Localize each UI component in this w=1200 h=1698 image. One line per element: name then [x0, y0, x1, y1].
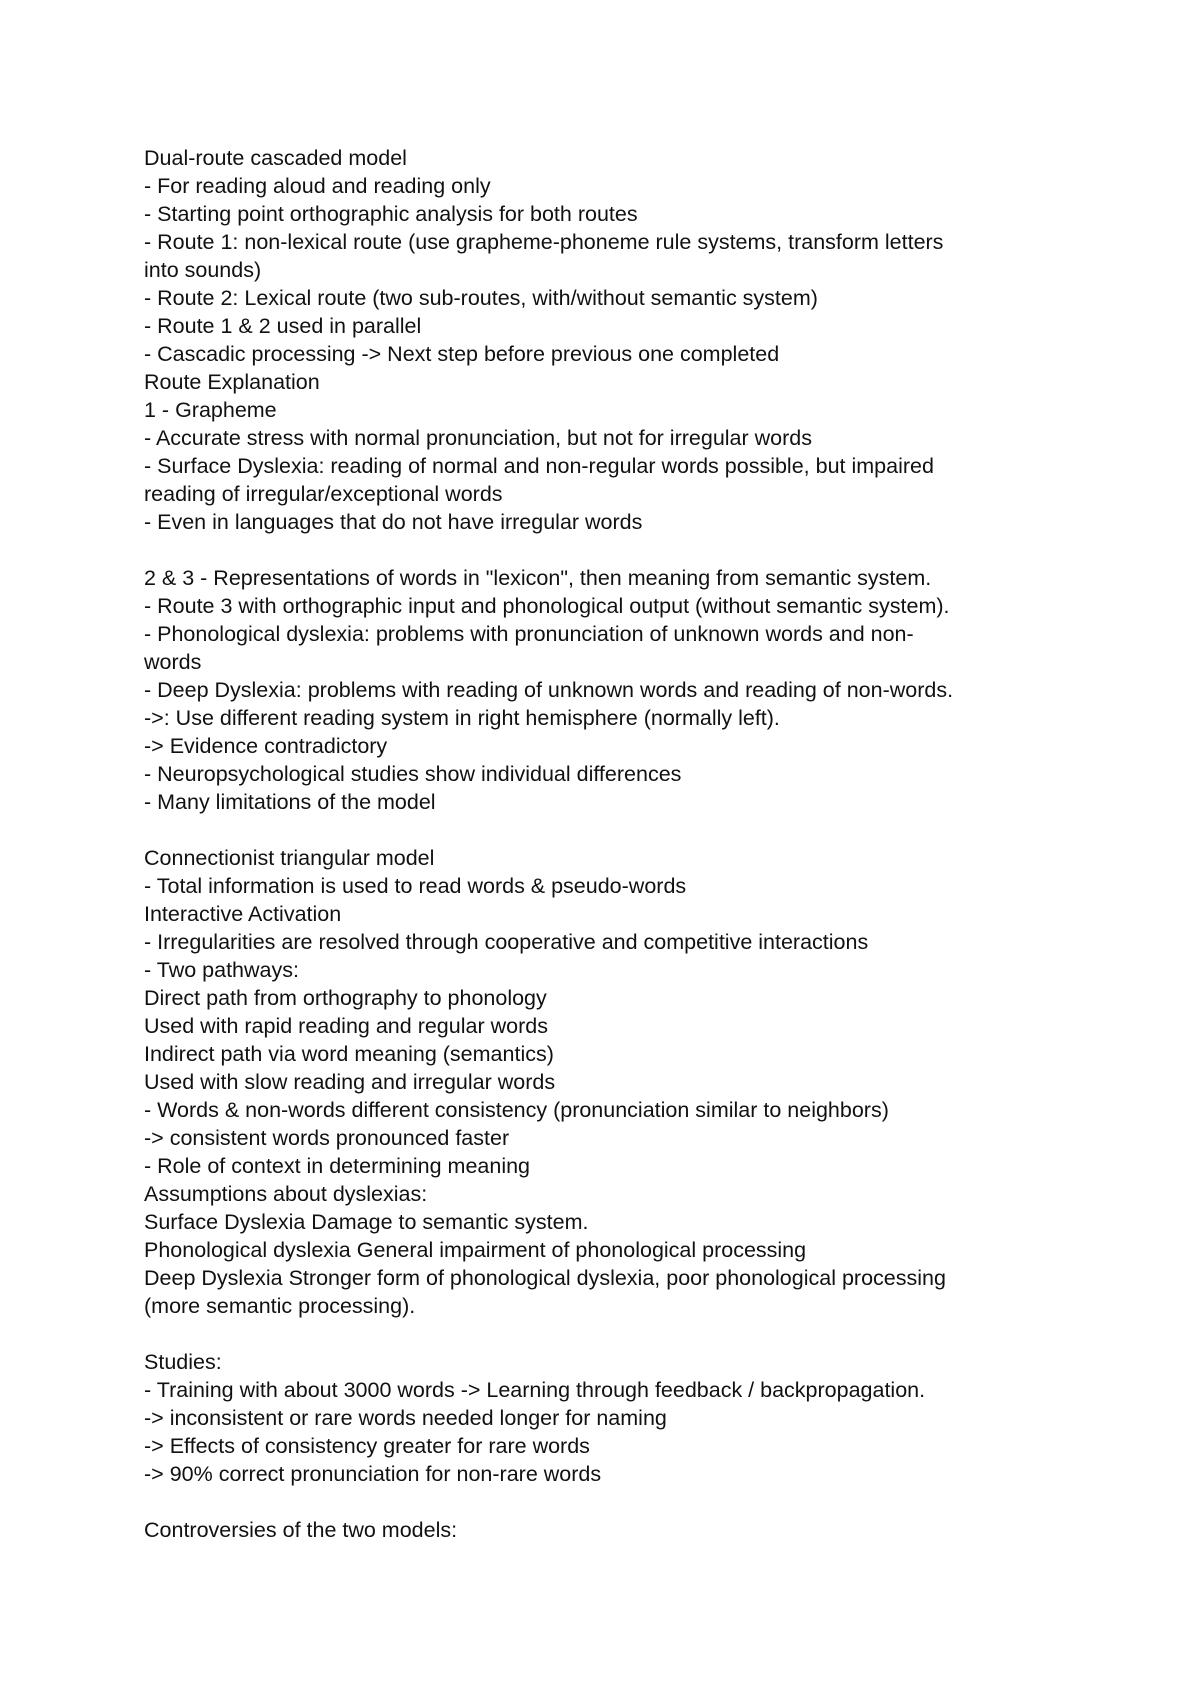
text-line: Used with rapid reading and regular words: [144, 1014, 548, 1038]
text-line: - Route 2: Lexical route (two sub-routes, with/without semantic system): [144, 286, 818, 310]
blank-line: [144, 1488, 1084, 1516]
text-line: Assumptions about dyslexias:: [144, 1182, 428, 1206]
text-line: - For reading aloud and reading only: [144, 174, 491, 198]
text-line: - Cascadic processing -> Next step before previous one completed: [144, 342, 780, 366]
text-line: Dual-route cascaded model: [144, 146, 407, 170]
text-line: words: [144, 650, 202, 674]
blank-line: [144, 816, 1084, 844]
text-line: - Phonological dyslexia: problems with pronunciation of unknown words and non-: [144, 622, 914, 646]
text-line: - Route 1: non-lexical route (use grapheme-phoneme rule systems, transform letters: [144, 230, 944, 254]
text-line: - Irregularities are resolved through cooperative and competitive interactions: [144, 930, 869, 954]
text-line: - Training with about 3000 words -> Learning through feedback / backpropagation.: [144, 1378, 926, 1402]
text-line: Route Explanation: [144, 370, 320, 394]
document-page: [144, 144, 1084, 1544]
text-line: - Accurate stress with normal pronunciation, but not for irregular words: [144, 426, 812, 450]
text-line: -> Effects of consistency greater for rare words: [144, 1434, 590, 1458]
text-line: (more semantic processing).: [144, 1294, 416, 1318]
text-line: Studies:: [144, 1350, 222, 1374]
text-line: -> Evidence contradictory: [144, 734, 388, 758]
text-line: - Neuropsychological studies show individual differences: [144, 762, 682, 786]
text-line: Controversies of the two models:: [144, 1518, 458, 1542]
text-line: Phonological dyslexia General impairment of phonological processing: [144, 1238, 807, 1262]
blank-line: [144, 536, 1084, 564]
text-line: - Words & non-words different consistency (pronunciation similar to neighbors): [144, 1098, 889, 1122]
text-line: - Two pathways:: [144, 958, 299, 982]
text-line: Used with slow reading and irregular words: [144, 1070, 556, 1094]
text-line: into sounds): [144, 258, 262, 282]
text-line: - Even in languages that do not have irregular words: [144, 510, 643, 534]
text-line: Direct path from orthography to phonology: [144, 986, 547, 1010]
text-line: -> inconsistent or rare words needed longer for naming: [144, 1406, 667, 1430]
text-line: -> consistent words pronounced faster: [144, 1126, 510, 1150]
text-line: ->: Use different reading system in right hemisphere (normally left).: [144, 706, 780, 730]
text-line: - Surface Dyslexia: reading of normal and non-regular words possible, but impaired: [144, 454, 934, 478]
text-line: - Route 1 & 2 used in parallel: [144, 314, 422, 338]
text-line: Connectionist triangular model: [144, 846, 435, 870]
text-line: Surface Dyslexia Damage to semantic system.: [144, 1210, 589, 1234]
text-line: - Many limitations of the model: [144, 790, 436, 814]
text-line: Interactive Activation: [144, 902, 342, 926]
text-line: - Starting point orthographic analysis for both routes: [144, 202, 638, 226]
text-line: 2 & 3 - Representations of words in "lexicon", then meaning from semantic system.: [144, 566, 932, 590]
text-line: 1 - Grapheme: [144, 398, 277, 422]
text-line: - Route 3 with orthographic input and phonological output (without semantic system).: [144, 594, 950, 618]
text-line: - Deep Dyslexia: problems with reading of unknown words and reading of non-words.: [144, 678, 954, 702]
text-line: -> 90% correct pronunciation for non-rare words: [144, 1462, 602, 1486]
text-line: reading of irregular/exceptional words: [144, 482, 503, 506]
text-line: - Total information is used to read words & pseudo-words: [144, 874, 687, 898]
text-line: Indirect path via word meaning (semantics): [144, 1042, 554, 1066]
blank-line: [144, 1320, 1084, 1348]
text-line: Deep Dyslexia Stronger form of phonological dyslexia, poor phonological processing: [144, 1266, 946, 1290]
text-line: - Role of context in determining meaning: [144, 1154, 531, 1178]
